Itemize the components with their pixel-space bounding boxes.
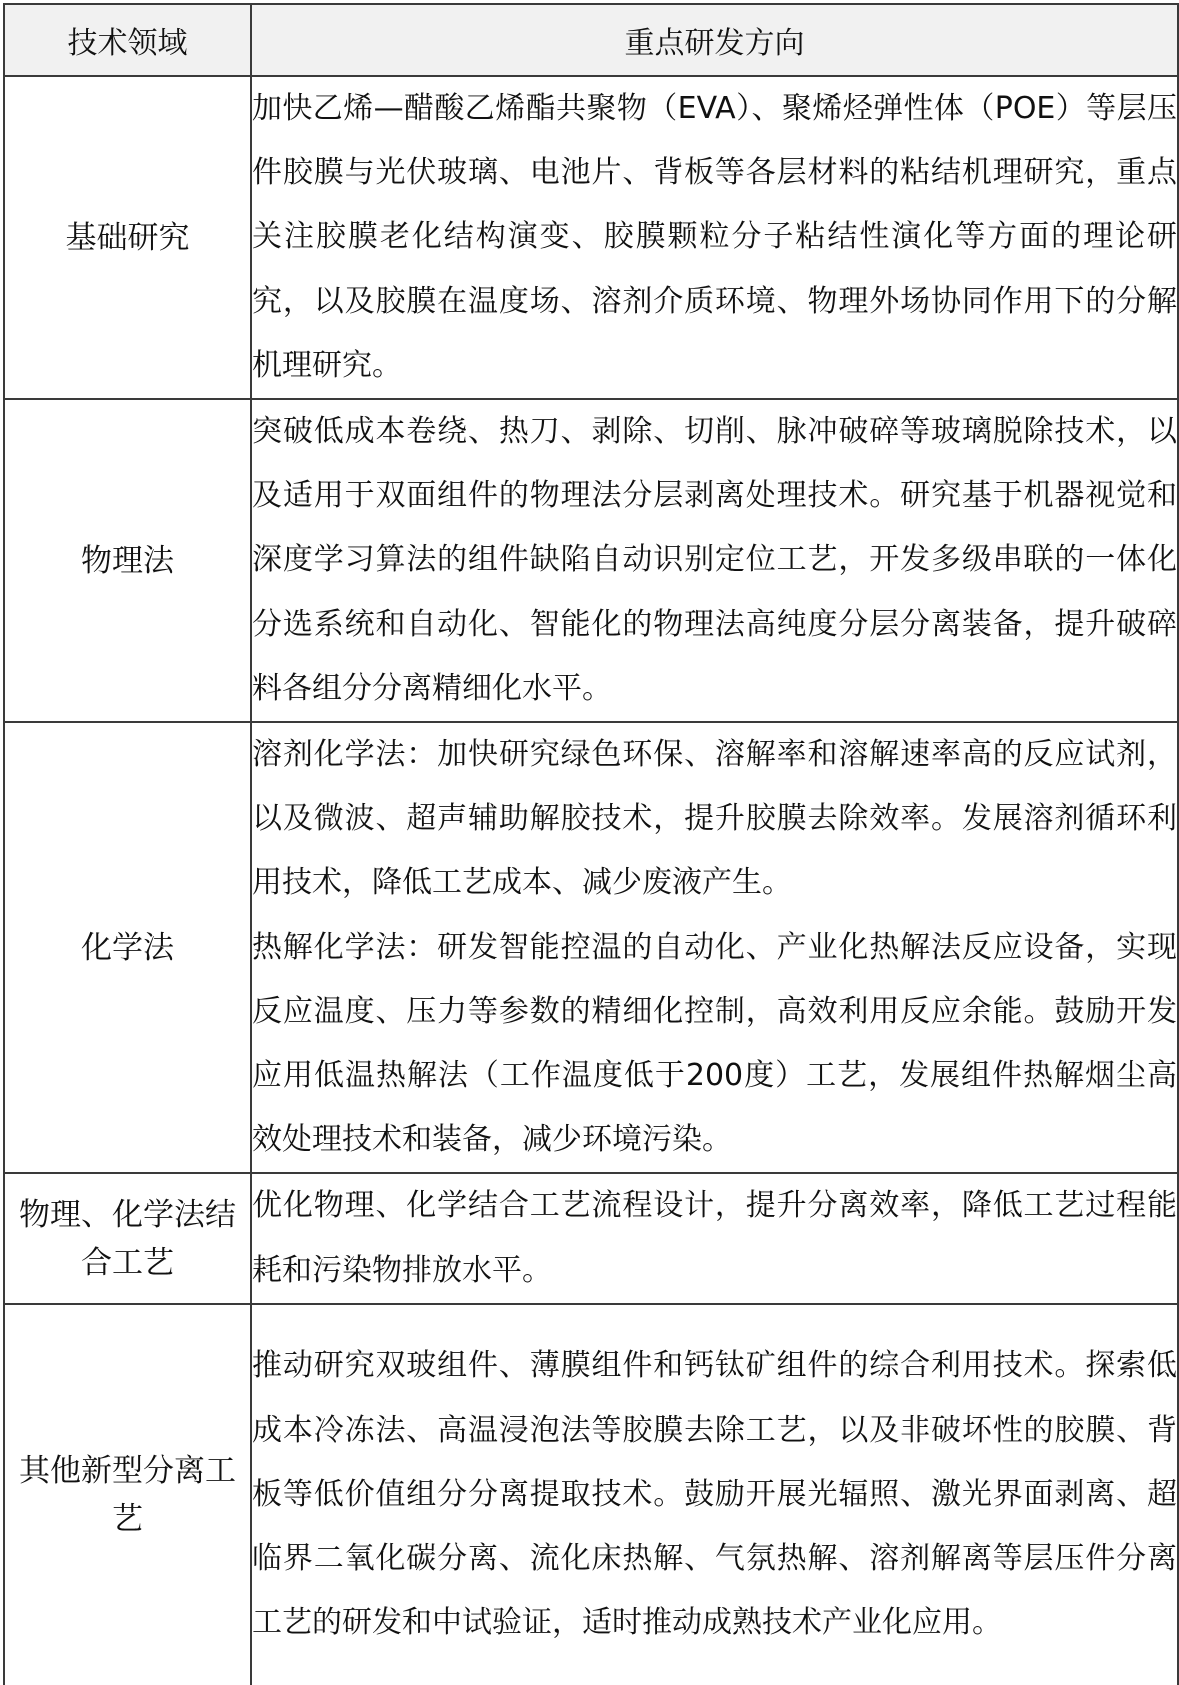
table-row (4, 1173, 1178, 1303)
table-header-row (4, 4, 1178, 76)
rd-direction-text: 突破低成本卷绕、热刀、剥除、切削、脉冲破碎等玻璃脱除技术，以及适用于双面组件的物理法分层剥离处理技术。研究基于机器视觉和深度学习算法的组件缺陷自动识别定位工艺，开发多级串联的一体化分选系统和自动化、智能化的物理法高纯度分层分离装备，提升破碎料各组分分离精细化水平。 (252, 414, 1177, 706)
rd-direction-text: 推动研究双玻组件、薄膜组件和钙钛矿组件的综合利用技术。探索低成本冷冻法、高温浸泡法等胶膜去除工艺，以及非破坏性的胶膜、背板等低价值组分分离提取技术。鼓励开展光辐照、激光界面剥离、超临界二氧化碳分离、流化床热解、气氛热解、溶剂解离等层压件分离工艺的研发和中试验证，适时推动成熟技术产业化应用。 (252, 1348, 1177, 1641)
rd-direction-cell (251, 1173, 1178, 1303)
rd-direction-cell (251, 722, 1178, 1173)
table-row (4, 1304, 1178, 1685)
rd-direction-cell (251, 1304, 1178, 1685)
header-rd-direction: 重点研发方向 (251, 4, 1178, 76)
tech-direction-table (3, 3, 1179, 1685)
table-row (4, 76, 1178, 399)
tech-area-cell: 物理、化学法结合工艺 (4, 1173, 251, 1303)
table-row (4, 399, 1178, 722)
rd-direction-cell (251, 399, 1178, 722)
rd-direction-text: 溶剂化学法：加快研究绿色环保、溶解率和溶解速率高的反应试剂，以及微波、超声辅助解胶技术，提升胶膜去除效率。发展溶剂循环利用技术，降低工艺成本、减少废液产生。 (252, 737, 1177, 901)
rd-direction-text: 热解化学法：研发智能控温的自动化、产业化热解法反应设备，实现反应温度、压力等参数的精细化控制，高效利用反应余能。鼓励开发应用低温热解法（工作温度低于200度）工艺，发展组件热解烟尘高效处理技术和装备，减少环境污染。 (252, 929, 1177, 1158)
tech-area-cell: 其他新型分离工艺 (4, 1304, 251, 1685)
rd-direction-text: 加快乙烯—醋酸乙烯酯共聚物（EVA）、聚烯烃弹性体（POE）等层压件胶膜与光伏玻璃、电池片、背板等各层材料的粘结机理研究，重点关注胶膜老化结构演变、胶膜颗粒分子粘结性演化等方面的理论研究，以及胶膜在温度场、溶剂介质环境、物理外场协同作用下的分解机理研究。 (252, 91, 1177, 383)
rd-direction-text: 优化物理、化学结合工艺流程设计，提升分离效率，降低工艺过程能耗和污染物排放水平。 (252, 1188, 1177, 1288)
header-tech-area: 技术领域 (4, 4, 251, 76)
rd-direction-cell (251, 76, 1178, 399)
tech-area-cell: 物理法 (4, 399, 251, 722)
table-row (4, 722, 1178, 1173)
tech-area-cell: 基础研究 (4, 76, 251, 399)
tech-area-cell: 化学法 (4, 722, 251, 1173)
